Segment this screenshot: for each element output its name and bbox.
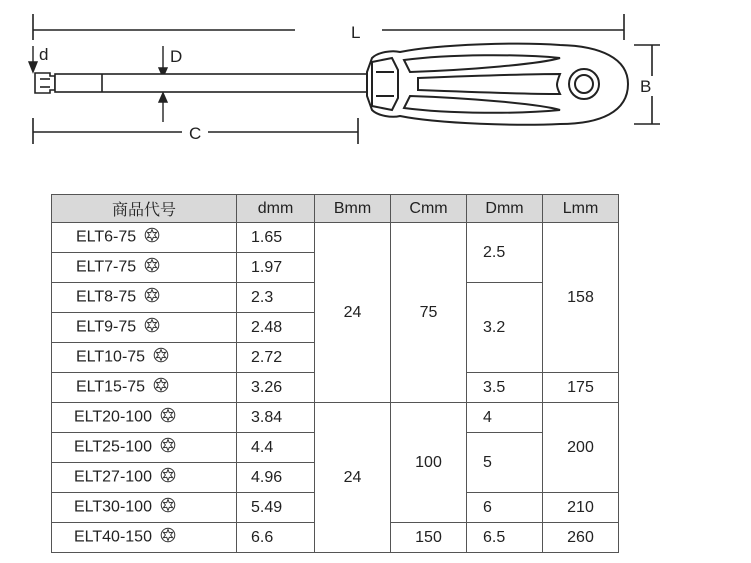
torx-star-icon (144, 287, 160, 308)
d-cell: 1.97 (237, 253, 315, 283)
D-cell: 3.5 (467, 373, 543, 403)
D-cell: 3.2 (467, 283, 543, 373)
D-cell: 2.5 (467, 223, 543, 283)
model-cell (52, 343, 237, 373)
d-cell: 3.84 (237, 403, 315, 433)
model-cell (52, 313, 237, 343)
torx-star-icon (144, 257, 160, 278)
L-cell: 175 (543, 373, 619, 403)
d-cell: 5.49 (237, 493, 315, 523)
torx-star-icon (153, 377, 169, 398)
d-cell: 2.3 (237, 283, 315, 313)
label-L: L (351, 23, 361, 42)
c-cell: 100 (391, 403, 467, 523)
torx-star-icon (144, 317, 160, 338)
d-cell: 3.26 (237, 373, 315, 403)
b-cell: 24 (315, 403, 391, 553)
header-row (52, 195, 619, 223)
dimension-L (33, 14, 624, 40)
label-B: B (640, 77, 652, 96)
header-B: Bmm (315, 195, 391, 223)
screwdriver-shaft (35, 73, 367, 93)
screwdriver-diagram (0, 0, 751, 190)
torx-star-icon (160, 467, 176, 488)
model-cell (52, 253, 237, 283)
d-cell: 6.6 (237, 523, 315, 553)
c-cell: 75 (391, 223, 467, 403)
L-cell: 200 (543, 403, 619, 493)
model-cell (52, 403, 237, 433)
L-cell: 158 (543, 223, 619, 373)
b-cell: 24 (315, 223, 391, 403)
model-cell (52, 433, 237, 463)
torx-star-icon (160, 527, 176, 548)
d-cell: 1.65 (237, 223, 315, 253)
model-code: ELT8-75 (76, 288, 137, 306)
model-code: ELT7-75 (76, 258, 137, 276)
header-d: dmm (237, 195, 315, 223)
model-cell (52, 463, 237, 493)
header-model: 商品代号 (52, 195, 237, 223)
torx-star-icon (160, 497, 176, 518)
model-code: ELT10-75 (76, 348, 146, 366)
label-d: d (39, 45, 49, 64)
model-code: ELT20-100 (74, 408, 152, 426)
model-code: ELT25-100 (74, 438, 152, 456)
model-cell (52, 223, 237, 253)
table-row (52, 403, 619, 433)
torx-star-icon (144, 227, 160, 248)
model-code: ELT15-75 (76, 378, 146, 396)
L-cell: 210 (543, 493, 619, 523)
d-cell: 4.96 (237, 463, 315, 493)
spec-table (51, 194, 619, 553)
model-code: ELT9-75 (76, 318, 137, 336)
d-cell: 4.4 (237, 433, 315, 463)
model-cell (52, 493, 237, 523)
d-cell: 2.72 (237, 343, 315, 373)
c-cell: 150 (391, 523, 467, 553)
torx-star-icon (160, 407, 176, 428)
model-cell (52, 373, 237, 403)
table-row (52, 223, 619, 253)
D-cell: 4 (467, 403, 543, 433)
header-C: Cmm (391, 195, 467, 223)
label-C: C (189, 124, 202, 143)
label-D: D (170, 47, 183, 66)
dimension-d (29, 46, 37, 72)
D-cell: 5 (467, 433, 543, 493)
torx-star-icon (153, 347, 169, 368)
model-code: ELT27-100 (74, 468, 152, 486)
header-L: Lmm (543, 195, 619, 223)
torx-star-icon (160, 437, 176, 458)
model-code: ELT30-100 (74, 498, 152, 516)
d-cell: 2.48 (237, 313, 315, 343)
model-cell (52, 283, 237, 313)
model-cell (52, 523, 237, 553)
screwdriver-handle (367, 44, 628, 125)
D-cell: 6 (467, 493, 543, 523)
ghost-text (664, 200, 668, 216)
L-cell: 260 (543, 523, 619, 553)
D-cell: 6.5 (467, 523, 543, 553)
model-code: ELT6-75 (76, 228, 137, 246)
model-code: ELT40-150 (74, 528, 152, 546)
header-D: Dmm (467, 195, 543, 223)
